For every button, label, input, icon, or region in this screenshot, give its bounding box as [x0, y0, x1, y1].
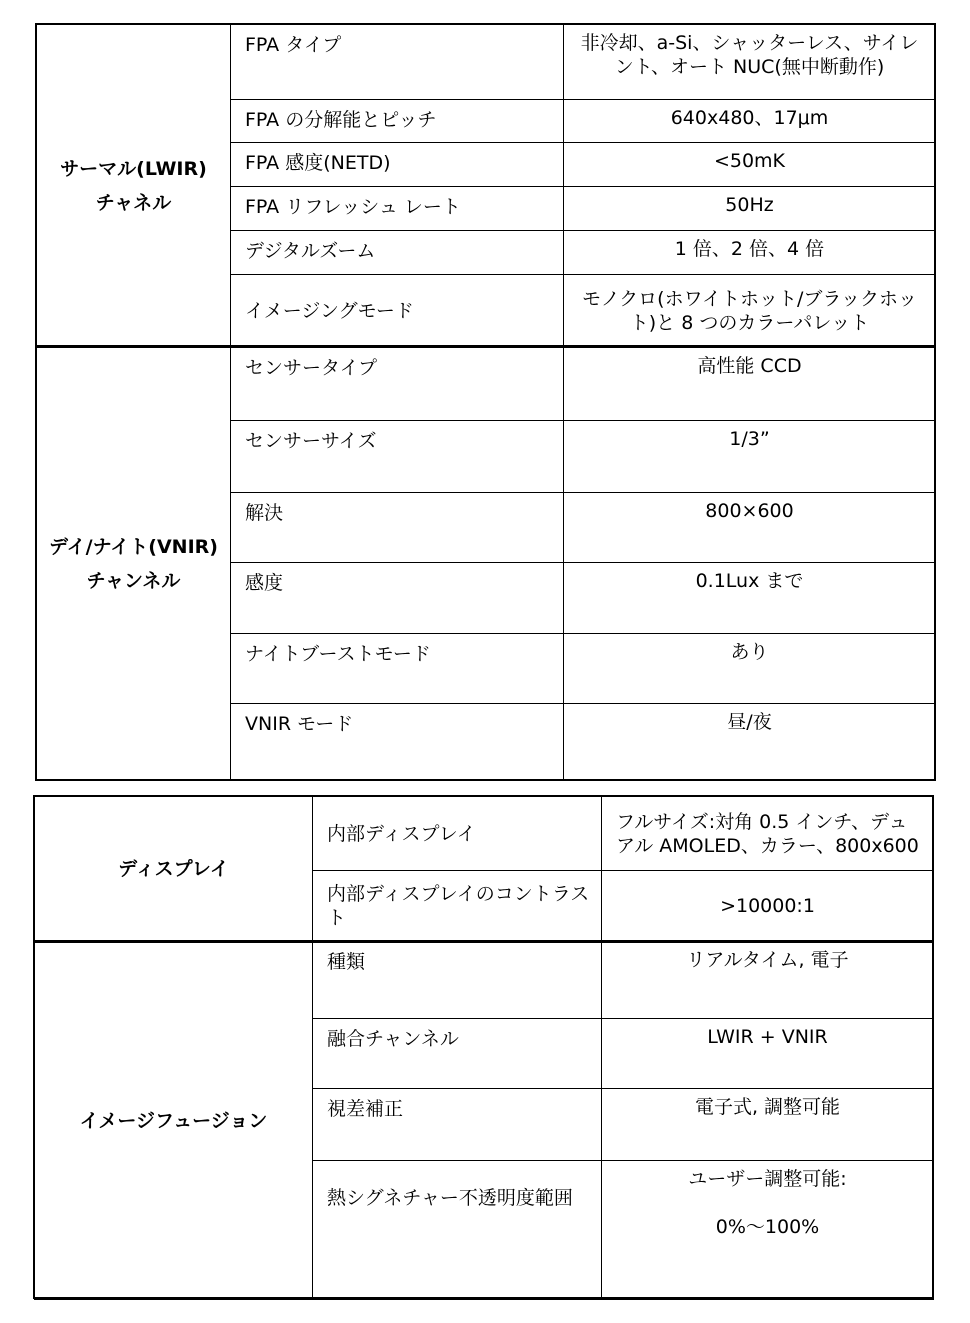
group-label-line2: チャネル: [95, 192, 172, 214]
spec-value: あり: [564, 634, 936, 704]
spec-value: リアルタイム, 電子: [602, 942, 934, 1019]
group-display: ディスプレイ: [35, 797, 313, 942]
table-row: [37, 25, 936, 100]
spec-item: センサーサイズ: [231, 421, 564, 493]
spec-value: 0.1Lux まで: [564, 563, 936, 634]
spec-item: 融合チャンネル: [313, 1019, 602, 1089]
spec-value-line2: 0%〜100%: [715, 1216, 820, 1238]
group-thermal-channel: [37, 25, 231, 348]
spec-item: センサータイプ: [231, 348, 564, 421]
spec-value: >10000:1: [602, 871, 934, 942]
group-daynight-channel: [37, 348, 231, 781]
spec-table-channels: [36, 24, 936, 781]
spec-item: FPA の分解能とピッチ: [231, 100, 564, 143]
spec-value: モノクロ(ホワイトホット/ブラックホット)と 8 つのカラーパレット: [564, 275, 936, 348]
spec-value: フルサイズ:対角 0.5 インチ、デュアル AMOLED、カラー、800x600: [602, 797, 934, 871]
spec-value: 高性能 CCD: [564, 348, 936, 421]
spec-value: 1 倍、2 倍、4 倍: [564, 231, 936, 275]
spec-value: 1/3”: [564, 421, 936, 493]
spec-item: 視差補正: [313, 1089, 602, 1161]
spec-value: 50Hz: [564, 187, 936, 231]
spec-item: FPA 感度(NETD): [231, 143, 564, 187]
spec-item: 内部ディスプレイ: [313, 797, 602, 871]
spec-item: FPA リフレッシュ レート: [231, 187, 564, 231]
spec-value-line1: ユーザー調整可能:: [688, 1168, 847, 1190]
spec-value: LWIR + VNIR: [602, 1019, 934, 1089]
spec-value: <50mK: [564, 143, 936, 187]
spec-value: 800×600: [564, 493, 936, 563]
spec-value: 電子式, 調整可能: [602, 1089, 934, 1161]
spec-item: 感度: [231, 563, 564, 634]
group-label-line1: デイ/ナイト(VNIR): [49, 536, 218, 558]
spec-item: デジタルズーム: [231, 231, 564, 275]
group-image-fusion: イメージフュージョン: [35, 942, 313, 1300]
spec-item: FPA タイプ: [231, 25, 564, 100]
spec-value: [602, 1161, 934, 1300]
spec-item: 熱シグネチャー不透明度範囲: [313, 1161, 602, 1300]
spec-item: 内部ディスプレイのコントラスト: [313, 871, 602, 942]
group-label-line1: サーマル(LWIR): [60, 158, 207, 180]
spec-item: 解決: [231, 493, 564, 563]
spec-item: 種類: [313, 942, 602, 1019]
group-label-line2: チャンネル: [86, 570, 181, 592]
spec-table-display-fusion: [34, 796, 934, 1300]
spec-value: 640x480、17μm: [564, 100, 936, 143]
table-row: [37, 348, 936, 421]
spec-item: VNIR モード: [231, 704, 564, 781]
spec-item: イメージングモード: [231, 275, 564, 348]
spec-item: ナイトブーストモード: [231, 634, 564, 704]
table-row: [35, 797, 934, 871]
spec-value: 昼/夜: [564, 704, 936, 781]
table-row: [35, 942, 934, 1019]
spec-value: 非冷却、a-Si、シャッターレス、サイレント、オート NUC(無中断動作): [564, 25, 936, 100]
